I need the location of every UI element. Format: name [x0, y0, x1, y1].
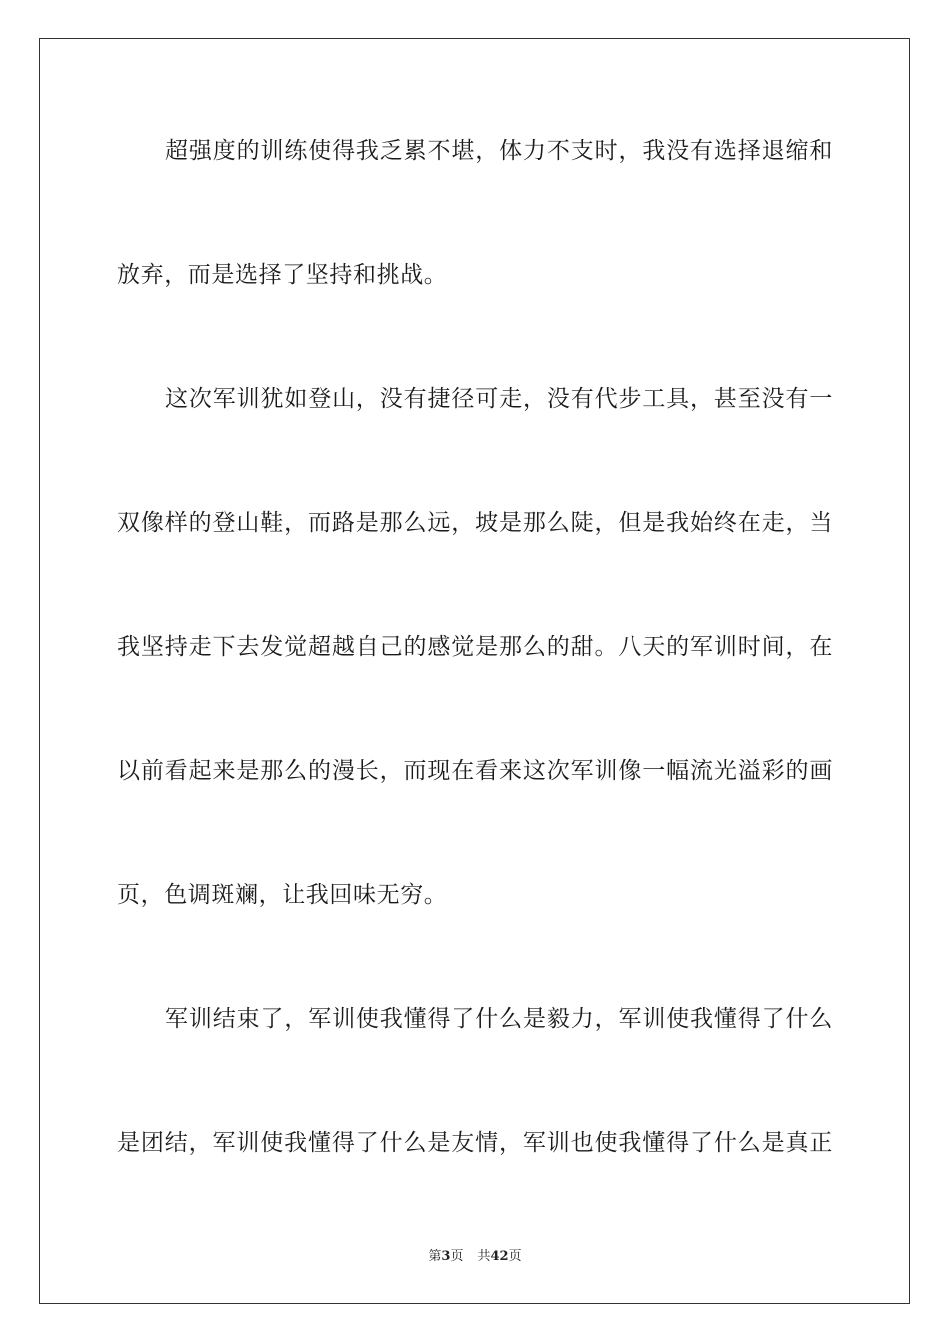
paragraph-2-line-1: 这次军训犹如登山，没有捷径可走，没有代步工具，甚至没有一 [165, 386, 833, 412]
paragraph-2-line-5: 页，色调斑斓，让我回味无穷。 [117, 882, 448, 908]
paragraph-2-line-4: 以前看起来是那么的漫长，而现在看来这次军训像一幅流光溢彩的画 [117, 758, 833, 784]
paragraph-1-line-1: 超强度的训练使得我乏累不堪，体力不支时，我没有选择退缩和 [165, 138, 833, 164]
page-prefix: 第 [428, 1249, 442, 1264]
page-suffix: 页 [450, 1249, 464, 1264]
total-pages: 42 [490, 1249, 509, 1264]
page-number: 3 [441, 1249, 451, 1264]
paragraph-3-line-2: 是团结，军训使我懂得了什么是友情，军训也使我懂得了什么是真正 [117, 1130, 833, 1156]
paragraph-1-line-2: 放弃，而是选择了坚持和挑战。 [117, 262, 448, 288]
page-footer [0, 1249, 950, 1265]
total-suffix: 页 [508, 1249, 522, 1264]
total-prefix: 共 [477, 1249, 491, 1264]
page-border [39, 38, 910, 1304]
paragraph-2-line-2: 双像样的登山鞋，而路是那么远，坡是那么陡，但是我始终在走，当 [117, 510, 833, 536]
paragraph-2-line-3: 我坚持走下去发觉超越自己的感觉是那么的甜。八天的军训时间，在 [117, 634, 833, 660]
paragraph-3-line-1: 军训结束了，军训使我懂得了什么是毅力，军训使我懂得了什么 [165, 1006, 833, 1032]
